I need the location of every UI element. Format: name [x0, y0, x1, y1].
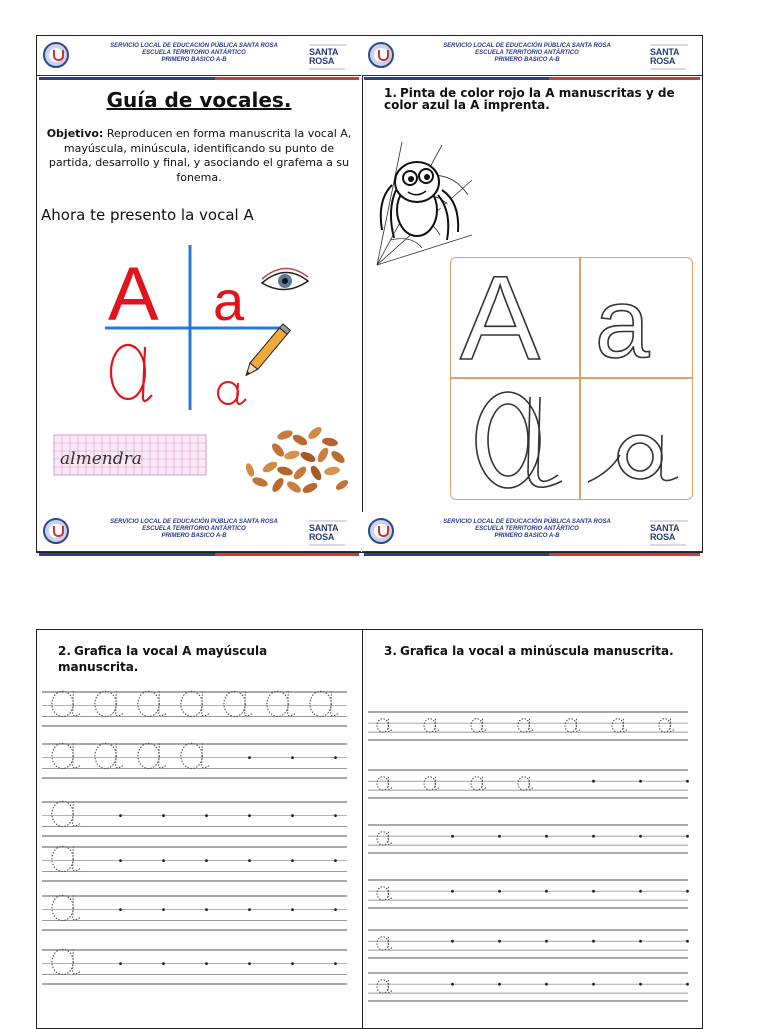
guide-dot [119, 814, 122, 817]
dotted-cursive-a-stroke [73, 801, 81, 825]
guide-dot [545, 890, 548, 893]
dotted-cursive-a [377, 777, 388, 790]
guide-dot [291, 814, 294, 817]
practice-row [42, 895, 347, 930]
page-divider [362, 630, 363, 1028]
logo-line-1: SANTA [650, 523, 680, 533]
santa-rosa-logo [650, 44, 694, 70]
santa-rosa-logo [309, 520, 353, 546]
outline-cursive-lowercase-a [588, 435, 678, 482]
header-line-3: PRIMERO BASICO A-B [494, 533, 560, 539]
dotted-cursive-a-stroke [388, 887, 392, 900]
dotted-cursive-a [224, 691, 245, 716]
header-line-3: PRIMERO BASICO A-B [161, 533, 227, 539]
header-line-3: PRIMERO BASICO A-B [161, 57, 227, 63]
practice-row [368, 880, 689, 908]
guide-dot [248, 962, 251, 965]
dotted-cursive-a [52, 949, 73, 974]
guide-dot [248, 814, 251, 817]
guide-dot [334, 859, 337, 862]
dotted-cursive-a-stroke [73, 846, 81, 870]
dotted-cursive-a [181, 743, 202, 768]
guide-dot [545, 940, 548, 943]
guide-dot [248, 908, 251, 911]
guide-dot [498, 890, 501, 893]
guide-dot [592, 835, 595, 838]
cursive-uppercase-a [111, 345, 152, 401]
dotted-cursive-a [377, 937, 388, 950]
practice-row [368, 712, 688, 740]
page-footer [362, 512, 702, 552]
header-stripe [364, 553, 700, 556]
print-uppercase-a: A [108, 252, 159, 337]
dotted-cursive-a-stroke [388, 719, 392, 732]
guide-dot [205, 859, 208, 862]
school-crest-icon [368, 42, 394, 68]
guide-dot [119, 859, 122, 862]
dotted-cursive-a-stroke [529, 777, 533, 790]
instruction-text: Grafica la vocal a minúscula manuscrita. [400, 644, 674, 658]
guide-dot [162, 962, 165, 965]
guide-dot [162, 908, 165, 911]
logo-line-1: SANTA [309, 523, 339, 533]
school-crest-icon [43, 518, 69, 544]
objective-label: Objetivo: [46, 127, 104, 140]
lowercase-practice-lines [368, 700, 694, 1024]
print-lowercase-a: a [213, 269, 245, 332]
instruction-3 [384, 643, 674, 659]
intro-text: Ahora te presento la vocal A [41, 206, 254, 224]
instruction-number: 2. [58, 644, 71, 658]
dotted-cursive-a-stroke [482, 719, 486, 732]
dotted-cursive-a-stroke [73, 743, 81, 767]
guide-dot [451, 835, 454, 838]
outline-print-uppercase-a: A [460, 251, 541, 385]
guide-dot [291, 756, 294, 759]
dotted-cursive-a [52, 895, 73, 920]
dotted-cursive-a-stroke [202, 691, 210, 715]
guide-dot [291, 962, 294, 965]
header-line-2: ESCUELA TERRITORIO ANTÁRTICO [475, 526, 579, 532]
objective-text [43, 127, 355, 185]
guide-dot [119, 908, 122, 911]
logo-line-2: ROSA [309, 56, 335, 66]
guide-dot [498, 940, 501, 943]
dotted-cursive-a [95, 691, 116, 716]
dotted-cursive-a [138, 691, 159, 716]
dotted-cursive-a-stroke [73, 949, 81, 973]
eye-icon [262, 268, 308, 289]
dotted-cursive-a [471, 777, 482, 790]
guide-dot [248, 859, 251, 862]
guide-dot [205, 962, 208, 965]
dotted-cursive-a-stroke [435, 719, 439, 732]
guide-dot [334, 814, 337, 817]
outline-cursive-uppercase-a [476, 392, 562, 488]
dotted-cursive-a [52, 846, 73, 871]
header-line-1: SERVICIO LOCAL DE EDUCACIÓN PÚBLICA SANTA ROSA [110, 519, 278, 525]
school-crest-icon [43, 42, 69, 68]
dotted-cursive-a [518, 719, 529, 732]
header-line-2: ESCUELA TERRITORIO ANTÁRTICO [142, 50, 246, 56]
guide-dot [639, 835, 642, 838]
guide-dot [205, 814, 208, 817]
dotted-cursive-a-stroke [482, 777, 486, 790]
practice-row [368, 973, 689, 1001]
dotted-cursive-a-stroke [388, 832, 392, 845]
dotted-cursive-a-stroke [576, 719, 580, 732]
guide-dot [545, 835, 548, 838]
guide-dot [291, 859, 294, 862]
dotted-cursive-a-stroke [388, 937, 392, 950]
page-divider [362, 36, 363, 552]
header-line-1: SERVICIO LOCAL DE EDUCACIÓN PÚBLICA SANTA ROSA [443, 519, 611, 525]
dotted-cursive-a [377, 980, 388, 993]
guide-dot [592, 983, 595, 986]
dotted-cursive-a-stroke [73, 691, 81, 715]
page-header [37, 36, 361, 76]
dotted-cursive-a [267, 691, 288, 716]
practice-row [42, 949, 347, 984]
guide-dot [119, 962, 122, 965]
logo-line-2: ROSA [650, 56, 676, 66]
guide-dot [451, 940, 454, 943]
dotted-cursive-a-stroke [623, 719, 627, 732]
logo-line-2: ROSA [650, 532, 676, 542]
dotted-cursive-a [181, 691, 202, 716]
dotted-cursive-a [52, 801, 73, 826]
instruction-text: Pinta de color rojo la A manuscritas y de color azul la A imprenta. [384, 86, 675, 112]
practice-row [368, 825, 689, 853]
dotted-cursive-a-stroke [116, 743, 124, 767]
dotted-cursive-a-stroke [331, 691, 339, 715]
header-text [87, 519, 301, 540]
header-line-2: ESCUELA TERRITORIO ANTÁRTICO [475, 50, 579, 56]
logo-line-1: SANTA [650, 47, 680, 57]
guide-dot [334, 962, 337, 965]
guide-dot [686, 940, 689, 943]
dotted-cursive-a [471, 719, 482, 732]
dotted-cursive-a-stroke [202, 743, 210, 767]
practice-row [42, 743, 347, 778]
dotted-cursive-a [424, 719, 435, 732]
dotted-cursive-a [565, 719, 576, 732]
instruction-2 [58, 643, 348, 675]
guide-dot [639, 780, 642, 783]
guide-dot [686, 835, 689, 838]
header-line-2: ESCUELA TERRITORIO ANTÁRTICO [142, 526, 246, 532]
page-header [362, 36, 702, 76]
guide-dot [639, 890, 642, 893]
guide-dot [592, 780, 595, 783]
logo-line-1: SANTA [309, 47, 339, 57]
header-stripe [39, 77, 359, 80]
header-stripe [364, 77, 700, 80]
logo-line-2: ROSA [309, 532, 335, 542]
dotted-cursive-a [52, 743, 73, 768]
uppercase-practice-lines [42, 682, 354, 1024]
dotted-cursive-a-stroke [388, 777, 392, 790]
guide-dot [248, 756, 251, 759]
dotted-cursive-a-stroke [245, 691, 253, 715]
word-grid [54, 435, 206, 475]
dotted-cursive-a [310, 691, 331, 716]
outline-letters [450, 251, 693, 500]
santa-rosa-logo [650, 520, 694, 546]
dotted-cursive-a-stroke [159, 691, 167, 715]
dotted-cursive-a [377, 832, 388, 845]
objective-body: Reproducen en forma manuscrita la vocal A, mayúscula, minúscula, identificando su punto de partida, desarrollo y final, y asociando el grafema a su fonema. [48, 127, 352, 184]
guide-dot [334, 756, 337, 759]
dotted-cursive-a [95, 743, 116, 768]
dotted-cursive-a-stroke [529, 719, 533, 732]
practice-row [42, 801, 347, 836]
guide-dot [205, 908, 208, 911]
guide-dot [451, 983, 454, 986]
guide-dot [162, 814, 165, 817]
page-title: Guía de vocales. [106, 88, 292, 112]
dotted-cursive-a-stroke [435, 777, 439, 790]
dotted-cursive-a [612, 719, 623, 732]
guide-dot [592, 940, 595, 943]
guide-dot [162, 859, 165, 862]
practice-row [42, 846, 347, 881]
guide-dot [639, 983, 642, 986]
dotted-cursive-a [138, 743, 159, 768]
guide-dot [686, 780, 689, 783]
guide-dot [498, 835, 501, 838]
practice-row [368, 770, 689, 798]
header-line-3: PRIMERO BASICO A-B [494, 57, 560, 63]
dotted-cursive-a-stroke [159, 743, 167, 767]
word-almendra: almendra [60, 449, 142, 469]
dotted-cursive-a [518, 777, 529, 790]
instruction-text: Grafica la vocal A mayúscula manuscrita. [58, 644, 268, 674]
almonds-image [244, 425, 349, 495]
guide-dot [451, 890, 454, 893]
practice-row [368, 930, 689, 958]
outline-print-lowercase-a: a [595, 268, 650, 378]
guide-dot [686, 983, 689, 986]
header-text [412, 43, 642, 64]
header-text [87, 43, 301, 64]
dotted-cursive-a [377, 719, 388, 732]
guide-dot [334, 908, 337, 911]
dotted-cursive-a [659, 719, 670, 732]
instruction-number: 1. [384, 86, 397, 100]
dotted-cursive-a-stroke [670, 719, 674, 732]
instruction-number: 3. [384, 644, 397, 658]
instruction-1 [384, 87, 690, 111]
dotted-cursive-a-stroke [116, 691, 124, 715]
header-text [412, 519, 642, 540]
dotted-cursive-a [52, 691, 73, 716]
dotted-cursive-a-stroke [73, 895, 81, 919]
guide-dot [291, 908, 294, 911]
dotted-cursive-a [377, 887, 388, 900]
header-stripe [39, 553, 359, 556]
dotted-cursive-a-stroke [288, 691, 296, 715]
dotted-cursive-a [424, 777, 435, 790]
practice-row [42, 691, 347, 726]
header-line-1: SERVICIO LOCAL DE EDUCACIÓN PÚBLICA SANTA ROSA [110, 43, 278, 49]
guide-dot [498, 983, 501, 986]
santa-rosa-logo [309, 44, 353, 70]
guide-dot [686, 890, 689, 893]
guide-dot [545, 983, 548, 986]
page-footer [37, 512, 361, 552]
vowel-a-illustration [60, 235, 350, 505]
pencil-icon [242, 324, 290, 379]
header-line-1: SERVICIO LOCAL DE EDUCACIÓN PÚBLICA SANTA ROSA [443, 43, 611, 49]
cursive-lowercase-a [218, 382, 246, 404]
school-crest-icon [368, 518, 394, 544]
guide-dot [592, 890, 595, 893]
guide-dot [639, 940, 642, 943]
dotted-cursive-a-stroke [388, 980, 392, 993]
